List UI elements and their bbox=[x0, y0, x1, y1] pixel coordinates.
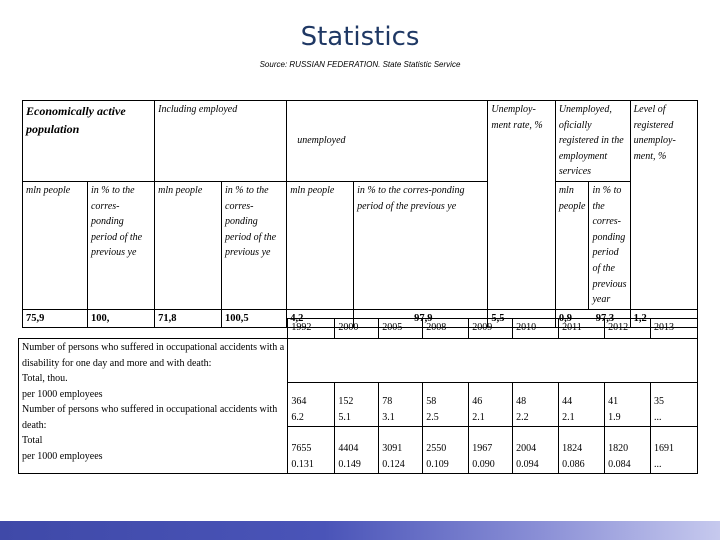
disability-total: 152 bbox=[338, 396, 354, 407]
header-unemployment-rate: Unemploy-ment rate, % bbox=[488, 101, 555, 310]
value-unemployed-pct: 97,9 bbox=[354, 309, 488, 328]
value-unemployment-rate: 5,5 bbox=[488, 309, 555, 328]
death-cell bbox=[469, 427, 513, 474]
value-employed-pct: 100,5 bbox=[222, 309, 287, 328]
death-per-1000: 0.149 bbox=[338, 458, 361, 470]
disability-total: 46 bbox=[472, 396, 483, 407]
description-line: Total, thou. bbox=[22, 373, 68, 384]
disability-cell bbox=[335, 383, 379, 427]
death-total: 1691 bbox=[654, 443, 675, 454]
death-cell bbox=[651, 427, 698, 474]
accident-description bbox=[19, 339, 288, 474]
labor-statistics-table bbox=[22, 100, 698, 328]
value-registered-mln: 0,9 bbox=[558, 312, 572, 324]
disability-per-1000: 2.2 bbox=[516, 411, 529, 423]
death-total: 1820 bbox=[608, 443, 629, 454]
death-total: 7655 bbox=[291, 443, 312, 454]
description-line: per 1000 employees bbox=[22, 388, 103, 400]
sub-unemployed-pct: in % to the corres-ponding period of the previous ye bbox=[354, 181, 488, 309]
disability-total: 48 bbox=[516, 396, 527, 407]
year-header: 2008 bbox=[423, 319, 469, 339]
death-cell bbox=[335, 427, 379, 474]
death-total: 1967 bbox=[472, 443, 493, 454]
death-per-1000: ... bbox=[654, 458, 662, 470]
death-per-1000: 0.084 bbox=[608, 458, 631, 470]
year-header: 2005 bbox=[379, 319, 423, 339]
disability-per-1000: 6.2 bbox=[291, 411, 304, 423]
year-header: 2012 bbox=[605, 319, 651, 339]
header-unemployed-registered: Unemployed, oficially registered in the employment services bbox=[555, 101, 630, 182]
disability-cell bbox=[379, 383, 423, 427]
sub-employed-pct: in % to the corres-ponding period of the previous ye bbox=[222, 181, 287, 309]
year-header: 2000 bbox=[335, 319, 379, 339]
death-cell bbox=[605, 427, 651, 474]
death-per-1000: 0.109 bbox=[426, 458, 449, 470]
disability-per-1000: ... bbox=[654, 411, 662, 423]
death-cell bbox=[559, 427, 605, 474]
value-registered-pct: 97,3 bbox=[595, 312, 615, 324]
header-level-registered: Level of registered unemploy-ment, % bbox=[630, 101, 697, 310]
sub-active-pct: in % to the corres-ponding period of the previous ye bbox=[87, 181, 154, 309]
source-note: Source: RUSSIAN FEDERATION. State Statistic Service bbox=[259, 60, 461, 69]
death-per-1000: 0.094 bbox=[516, 458, 539, 470]
disability-total: 58 bbox=[426, 396, 437, 407]
footer-gradient-bar bbox=[0, 521, 720, 540]
header-economically-active: Economically active population bbox=[23, 101, 155, 182]
disability-cell bbox=[423, 383, 469, 427]
description-line: per 1000 employees bbox=[22, 450, 103, 462]
sub-registered-cells bbox=[555, 181, 630, 309]
sub-employed-mln: mln people bbox=[155, 181, 222, 309]
death-total: 2550 bbox=[426, 443, 447, 454]
header-unemployed: unemployed bbox=[287, 101, 488, 182]
death-per-1000: 0.131 bbox=[291, 458, 314, 470]
disability-total: 364 bbox=[291, 396, 307, 407]
description-line: Total bbox=[22, 435, 43, 446]
value-employed-mln: 71,8 bbox=[155, 309, 222, 328]
disability-per-1000: 5.1 bbox=[338, 411, 351, 423]
death-per-1000: 0.124 bbox=[382, 458, 405, 470]
disability-cell bbox=[651, 383, 698, 427]
accident-header-blank bbox=[19, 319, 288, 339]
disability-total: 35 bbox=[654, 396, 665, 407]
disability-cell bbox=[605, 383, 651, 427]
sub-registered-mln: mln people bbox=[556, 182, 589, 309]
accident-spacer bbox=[288, 339, 698, 383]
year-header: 1992 bbox=[288, 319, 335, 339]
death-total: 2004 bbox=[516, 443, 537, 454]
sub-unemployed-mln: mln people bbox=[287, 181, 354, 309]
disability-per-1000: 2.1 bbox=[472, 411, 485, 423]
sub-active-mln: mln people bbox=[23, 181, 88, 309]
value-active-mln: 75,9 bbox=[23, 309, 88, 328]
death-per-1000: 0.090 bbox=[472, 458, 495, 470]
value-active-pct: 100, bbox=[87, 309, 154, 328]
death-cell bbox=[288, 427, 335, 474]
disability-per-1000: 2.5 bbox=[426, 411, 439, 423]
sub-registered-pct: in % to the corres-ponding period of the previous year bbox=[592, 184, 627, 306]
description-line: Number of persons who suffered in occupational accidents with death: bbox=[22, 404, 278, 431]
death-cell bbox=[379, 427, 423, 474]
year-header: 2009 bbox=[469, 319, 513, 339]
occupational-accidents-table bbox=[18, 318, 698, 474]
disability-cell bbox=[288, 383, 335, 427]
death-total: 1824 bbox=[562, 443, 583, 454]
death-total: 3091 bbox=[382, 443, 403, 454]
disability-per-1000: 2.1 bbox=[562, 411, 575, 423]
disability-total: 78 bbox=[382, 396, 393, 407]
description-line: Number of persons who suffered in occupational accidents with a disability for one day and more and with death: bbox=[22, 342, 285, 369]
year-header: 2011 bbox=[559, 319, 605, 339]
disability-total: 41 bbox=[608, 396, 619, 407]
disability-per-1000: 3.1 bbox=[382, 411, 395, 423]
value-registered-level: 1,2 bbox=[630, 309, 697, 328]
death-per-1000: 0.086 bbox=[562, 458, 585, 470]
death-cell bbox=[513, 427, 559, 474]
sub-registered-split bbox=[556, 182, 630, 309]
disability-per-1000: 1.9 bbox=[608, 411, 621, 423]
year-header: 2013 bbox=[651, 319, 698, 339]
header-including-employed: Including employed bbox=[155, 101, 287, 182]
disability-cell bbox=[469, 383, 513, 427]
disability-cell bbox=[513, 383, 559, 427]
death-cell bbox=[423, 427, 469, 474]
death-total: 4404 bbox=[338, 443, 359, 454]
year-header: 2010 bbox=[513, 319, 559, 339]
disability-cell bbox=[559, 383, 605, 427]
disability-total: 44 bbox=[562, 396, 573, 407]
page-title: Statistics bbox=[300, 22, 420, 52]
value-unemployed-mln: 4,2 bbox=[287, 309, 354, 328]
